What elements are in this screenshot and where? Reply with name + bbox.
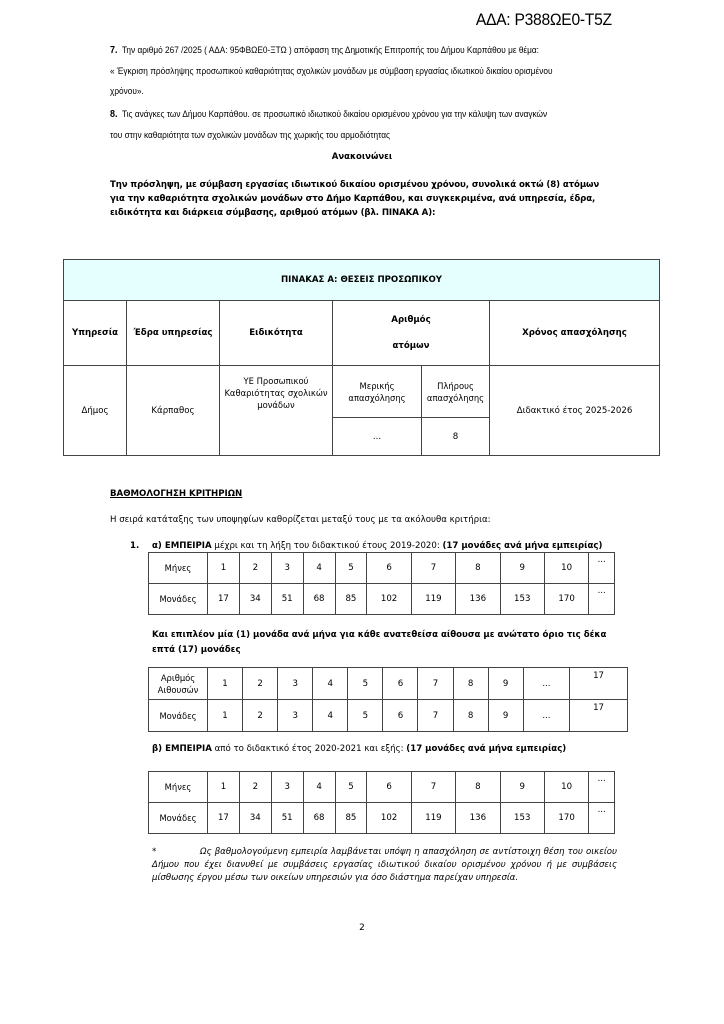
table-cell: 17 [208,803,240,834]
table-cell: ... [589,803,615,834]
table-cell: 170 [544,803,588,834]
table-cell: 4 [303,553,335,584]
criterion-1-number: 1. [130,541,140,551]
table-a-title: ΠΙΝΑΚΑΣ Α: ΘΕΣΕΙΣ ΠΡΟΣΩΠΙΚΟΥ [64,260,660,301]
paragraph-7-line-1: 7. Την αριθμό 267 /2025 ( ΑΔΑ: 95ΦΒΩΕ0-ΞΤΩ ) απόφαση της Δημοτικής Επιτροπής του Δήμου Καρπάθου με θέμα: [110,45,539,56]
table-cell: 9 [488,668,523,700]
table-cell: 4 [313,700,348,732]
table-cell: 85 [335,584,367,615]
row-label: Μήνες [149,553,208,584]
table-row [149,584,615,615]
table-a-positions [63,259,660,456]
cell-duration: Διδακτικό έτος 2025-2026 [490,366,660,456]
table-cell: 1 [208,553,240,584]
table-cell: 4 [313,668,348,700]
table-cell: ... [589,584,615,615]
table-row [149,803,615,834]
table-row [149,553,615,584]
table-cell: 9 [488,700,523,732]
intro-line-3: ειδικότητα και διάρκεια σύμβασης, αριθμού ατόμων (βλ. ΠΙΝΑΚΑ Α): [110,208,436,218]
table-cell: ... [523,668,569,700]
table-rooms [148,667,628,732]
table-cell: 119 [411,584,455,615]
paragraph-8 [110,104,547,145]
table-cell: 9 [500,553,544,584]
table-cell: 6 [367,772,411,803]
extra-rooms-text: Και επιπλέον μία (1) μονάδα ανά μήνα για κάθε ανατεθείσα αίθουσα με ανώτατο όριο τις δέκα επτά (17) μονάδες [152,630,607,655]
table-cell: 34 [239,803,271,834]
criteria-order-text: Η σειρά κατάταξης των υποψηφίων καθορίζεται μεταξύ τους με τα ακόλουθα κριτήρια: [110,515,491,525]
header-specialty: Ειδικότητα [220,301,333,366]
table-cell: 3 [271,772,303,803]
cell-full-label: Πλήρους απασχόλησης [422,366,490,418]
table-cell: 102 [367,803,411,834]
note-asterisk: * [152,847,157,857]
header-seat: Έδρα υπηρεσίας [127,301,220,366]
table-cell: 17 [570,700,628,732]
table-cell: 8 [456,772,500,803]
table-cell: 136 [456,803,500,834]
paragraph-8-line-2: του στην καθαριότητα των σχολικών μονάδων της χωρικής του αρμοδιότητας [110,130,391,140]
table-cell: 51 [271,803,303,834]
experience-note [152,846,617,885]
cell-full-value: 8 [422,418,490,456]
table-cell: 3 [278,700,313,732]
table-cell: 10 [544,553,588,584]
table-cell: 170 [544,584,588,615]
table-cell: 119 [411,803,455,834]
table-cell: 6 [383,668,418,700]
table-cell: 2 [239,553,271,584]
table-cell: 3 [271,553,303,584]
table-row [149,668,628,700]
table-experience-beta [148,771,615,834]
row-label: Μήνες [149,772,208,803]
table-cell: 6 [367,553,411,584]
cell-service: Δήμος [64,366,127,456]
criteria-heading: ΒΑΘΜΟΛΟΓΗΣΗ ΚΡΙΤΗΡΙΩΝ [110,489,243,499]
page-number: 2 [359,923,365,933]
table-cell: 17 [570,668,628,700]
table-cell: 5 [348,668,383,700]
table-cell: 8 [453,668,488,700]
header-service: Υπηρεσία [64,301,127,366]
table-cell: ... [523,700,569,732]
table-cell: 85 [335,803,367,834]
paragraph-7-line-3: χρόνου». [110,86,144,96]
table-cell: 8 [453,700,488,732]
cell-specialty: ΥΕ Προσωπικού Καθαριότητας σχολικών μονάδων [220,366,333,456]
header-duration: Χρόνος απασχόλησης [490,301,660,366]
table-cell: 3 [278,668,313,700]
table-row [149,772,615,803]
table-cell: 4 [303,772,335,803]
table-experience-alpha [148,552,615,615]
table-cell: 8 [456,553,500,584]
table-cell: 2 [243,668,278,700]
table-cell: ... [589,772,615,803]
table-cell: 153 [500,803,544,834]
note-text: Ως βαθμολογούμενη εμπειρία λαμβάνεται υπόψη η απασχόληση σε αντίστοιχη θέση του οικείου Δήμου που έχει διανυθεί με συμβάσεις εργασίας ιδιωτικού δικαίου ορισμένου χρόνου ή με συμβάσεις μίσθωσης έργου μέσω των οικείων υπηρεσιών για όσο διάστημα παρείχαν υπηρεσία. [152,847,617,883]
cell-partial-label: Μερικής απασχόλησης [333,366,422,418]
table-cell: 17 [208,584,240,615]
paragraph-7-line-2: « Έγκριση πρόσληψης προσωπικού καθαριότητας σχολικών μονάδων με σύμβαση εργασίας ιδιωτικού δικαίου ορισμένου [110,66,553,76]
table-cell: 51 [271,584,303,615]
table-cell: 7 [418,668,453,700]
row-label: Μονάδες [149,700,208,732]
table-cell: 136 [456,584,500,615]
table-cell: 9 [500,772,544,803]
intro-line-1: Την πρόσληψη, με σύμβαση εργασίας ιδιωτικού δικαίου ορισμένου χρόνου, συνολικά οκτώ (8) ατόμων [110,180,600,190]
table-cell: 34 [239,584,271,615]
intro-text [110,178,599,220]
table-cell: 10 [544,772,588,803]
table-cell: 68 [303,584,335,615]
table-cell: 5 [348,700,383,732]
table-cell: 102 [367,584,411,615]
table-cell: 68 [303,803,335,834]
announce-heading: Ανακοινώνει [331,152,393,162]
table-cell: 1 [208,772,240,803]
intro-line-2: για την καθαριότητα σχολικών μονάδων στο Δήμο Καρπάθου, και συγκεκριμένα, ανά υπηρεσία, έδρα, [110,194,596,204]
table-cell: 2 [243,700,278,732]
ada-code: ΑΔΑ: Ρ388ΩΕ0-Τ5Ζ [476,10,612,29]
table-cell: 153 [500,584,544,615]
table-cell: 1 [208,668,243,700]
table-cell: 1 [208,700,243,732]
row-label: Μονάδες [149,803,208,834]
cell-partial-value: ... [333,418,422,456]
table-cell: 5 [335,772,367,803]
criterion-1-heading: 1. α) ΕΜΠΕΙΡΙΑ μέχρι και τη λήξη του διδακτικού έτους 2019-2020: (17 μονάδες ανά μήνα εμπειρίας) [130,541,603,551]
table-cell: 2 [239,772,271,803]
table-cell: 5 [335,553,367,584]
row-label: Μονάδες [149,584,208,615]
criterion-beta-heading: β) ΕΜΠΕΙΡΙΑ από το διδακτικό έτος 2020-2021 και εξής: (17 μονάδες ανά μήνα εμπειρίας) [152,744,567,754]
table-cell: 7 [411,553,455,584]
table-cell: 7 [418,700,453,732]
table-row [149,700,628,732]
header-count: Αριθμός ατόμων [333,301,490,366]
table-cell: 6 [383,700,418,732]
paragraph-7 [110,40,552,101]
paragraph-8-line-1: 8. Τις ανάγκες των Δήμου Καρπάθου. σε προσωπικό ιδιωτικού δικαίου ορισμένου χρόνου για την κάλυψη των αναγκών [110,109,548,120]
row-label: Αριθμός Αιθουσών [149,668,208,700]
table-cell: ... [589,553,615,584]
cell-seat: Κάρπαθος [127,366,220,456]
table-cell: 7 [411,772,455,803]
